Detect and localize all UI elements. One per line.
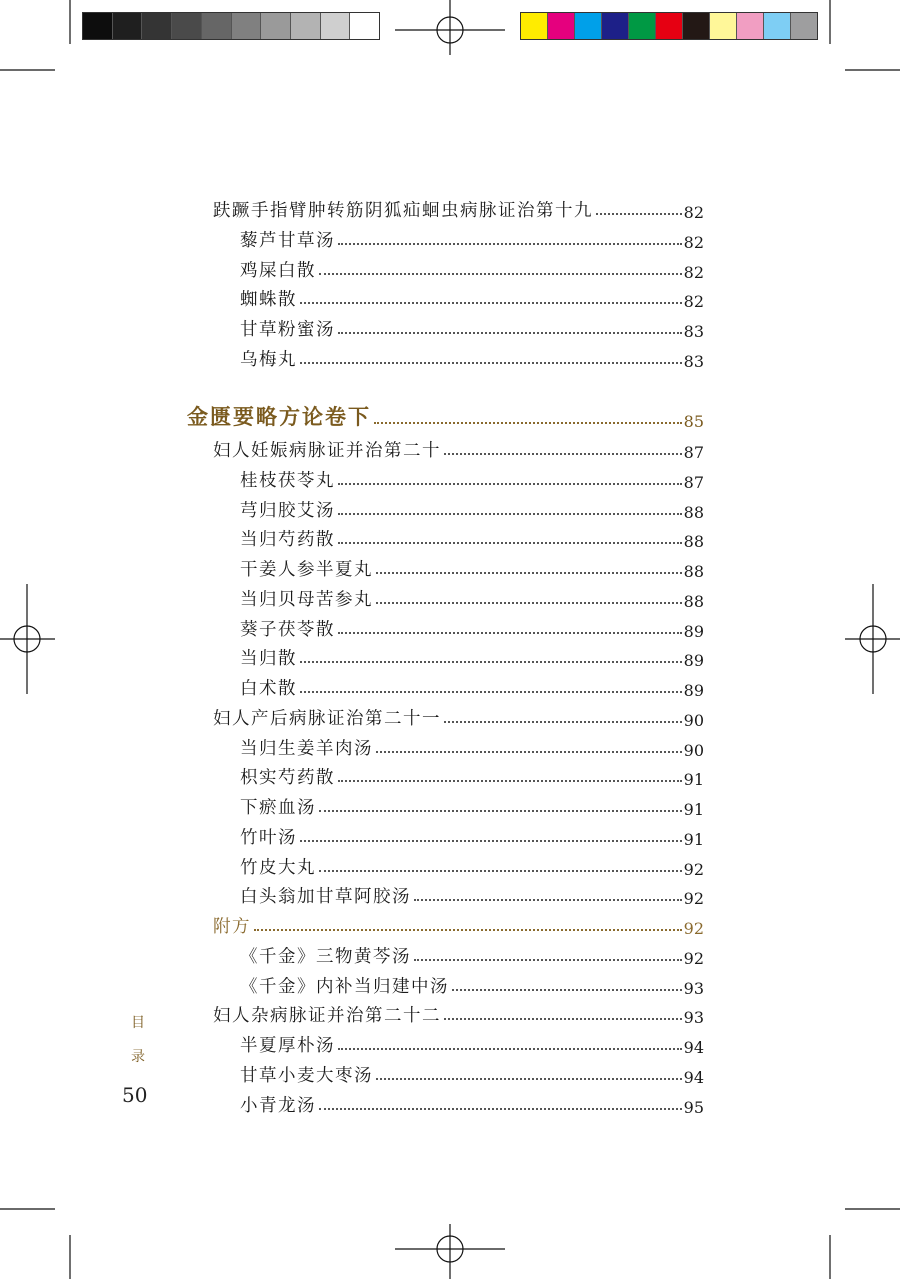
dot-leader <box>452 989 682 991</box>
toc-entry-title: 干姜人参半夏丸 <box>240 560 373 580</box>
toc-entry-title: 乌梅丸 <box>240 349 297 370</box>
toc-entry[interactable] <box>240 464 704 492</box>
toc-entry-page: 94 <box>683 1067 704 1087</box>
toc-entry[interactable] <box>213 999 704 1027</box>
toc-entry[interactable] <box>240 880 704 908</box>
dot-leader <box>444 721 682 723</box>
toc-entry-title: 趺蹶手指臂肿转筋阴狐疝蛔虫病脉证治第十九 <box>213 201 593 221</box>
toc-entry-title: 当归生姜羊肉汤 <box>240 738 373 759</box>
page-number: 50 <box>122 1083 148 1107</box>
dot-leader <box>338 332 682 334</box>
toc-entry[interactable] <box>213 434 704 462</box>
toc-entry-title: 竹叶汤 <box>240 827 297 848</box>
dot-leader <box>338 243 682 245</box>
dot-leader <box>376 1078 682 1080</box>
toc-entry-title: 甘草粉蜜汤 <box>240 320 335 340</box>
toc-entry-page: 91 <box>683 770 704 790</box>
toc-entry[interactable] <box>240 494 704 522</box>
toc-entry[interactable] <box>240 523 704 551</box>
dot-leader <box>319 810 682 812</box>
toc-entry-title: 甘草小麦大枣汤 <box>240 1065 373 1086</box>
dot-leader <box>376 602 682 604</box>
dot-leader <box>300 840 682 842</box>
toc-entry-title: 藜芦甘草汤 <box>240 230 335 251</box>
toc-entry-page: 83 <box>683 351 704 371</box>
dot-leader <box>254 929 682 931</box>
toc-entry-page: 88 <box>683 532 704 552</box>
toc-entry[interactable] <box>240 583 704 611</box>
toc-entry[interactable] <box>240 313 704 341</box>
toc-entry-title: 小青龙汤 <box>240 1095 316 1116</box>
toc-entry-page: 92 <box>683 919 704 938</box>
toc-entry-title: 桂枝茯苓丸 <box>240 470 335 491</box>
toc-entry-title: 竹皮大丸 <box>240 857 316 878</box>
dot-leader <box>338 483 682 485</box>
toc-entry[interactable] <box>240 821 704 849</box>
toc-entry-page: 91 <box>683 829 704 849</box>
side-label-lu: 录 <box>131 1049 145 1065</box>
toc-entry-page: 94 <box>683 1038 704 1057</box>
dot-leader <box>338 513 682 515</box>
dot-leader <box>374 422 682 424</box>
toc-entry-title: 妇人产后病脉证治第二十一 <box>213 708 441 729</box>
toc-entry[interactable] <box>240 791 704 819</box>
toc-entry-page: 87 <box>683 472 704 492</box>
toc-entry[interactable] <box>213 910 704 938</box>
toc-entry-page: 88 <box>683 502 704 522</box>
toc-entry-title: 芎归胶艾汤 <box>240 500 335 521</box>
dot-leader <box>338 1048 682 1050</box>
toc-entry-page: 93 <box>683 978 704 998</box>
toc-entry-title: 当归贝母苦参丸 <box>240 589 373 610</box>
dot-leader <box>319 273 682 275</box>
toc-entry-title: 半夏厚朴汤 <box>240 1036 335 1056</box>
toc-entry[interactable] <box>187 403 704 431</box>
toc-entry[interactable] <box>240 851 704 879</box>
dot-leader <box>444 453 682 455</box>
toc-entry[interactable] <box>240 732 704 760</box>
toc-entry-page: 89 <box>683 651 704 671</box>
toc-entry-title: 枳实芍药散 <box>240 768 335 789</box>
toc-entry[interactable] <box>213 194 704 222</box>
toc-entry-title: 附方 <box>213 917 251 937</box>
toc-entry-title: 白术散 <box>240 679 297 699</box>
dot-leader <box>414 959 682 961</box>
toc-entry[interactable] <box>240 1059 704 1087</box>
dot-leader <box>376 751 682 753</box>
toc-entry-page: 95 <box>683 1097 704 1117</box>
dot-leader <box>338 632 682 634</box>
toc-entry-title: 《千金》三物黄芩汤 <box>240 946 411 967</box>
side-label-mu: 目 <box>131 1015 145 1031</box>
toc-entry-page: 82 <box>683 203 704 222</box>
toc-entry[interactable] <box>240 672 704 700</box>
dot-leader <box>596 213 682 215</box>
toc-entry-title: 蜘蛛散 <box>240 290 297 311</box>
toc-entry-title: 当归芍药散 <box>240 530 335 551</box>
toc-entry-page: 92 <box>683 889 704 909</box>
toc-entry[interactable] <box>240 553 704 581</box>
toc-entry[interactable] <box>240 1089 704 1117</box>
toc-entry-page: 89 <box>683 621 704 641</box>
dot-leader <box>300 661 682 663</box>
toc-entry-page: 82 <box>683 292 704 312</box>
toc-entry[interactable] <box>240 224 704 252</box>
toc-entry-page: 93 <box>683 1008 704 1028</box>
toc-entry-page: 89 <box>683 681 704 700</box>
toc-entry-page: 91 <box>683 800 704 819</box>
toc-entry-title: 下瘀血汤 <box>240 798 316 818</box>
toc-entry[interactable] <box>240 283 704 311</box>
toc-entry-page: 90 <box>683 710 704 730</box>
toc-entry-page: 82 <box>683 232 704 252</box>
toc-entry[interactable] <box>240 1029 704 1057</box>
toc-entry-title: 当归散 <box>240 649 297 670</box>
toc-entry[interactable] <box>213 702 704 730</box>
dot-leader <box>300 362 682 364</box>
toc-entry-page: 82 <box>683 262 704 282</box>
dot-leader <box>376 572 682 574</box>
toc-entry[interactable] <box>240 343 704 371</box>
toc-entry[interactable] <box>240 940 704 968</box>
toc-entry-title: 《千金》内补当归建中汤 <box>240 976 449 997</box>
toc-entry-title: 鸡屎白散 <box>240 260 316 281</box>
toc-entry-page: 87 <box>683 443 704 462</box>
dot-leader <box>444 1018 682 1020</box>
toc-entry-title: 金匮要略方论卷下 <box>187 404 371 429</box>
toc-entry-page: 83 <box>683 322 704 341</box>
toc-entry-page: 92 <box>683 948 704 968</box>
toc-entry[interactable] <box>240 642 704 670</box>
toc-entry[interactable] <box>240 254 704 282</box>
toc-entry-title: 白头翁加甘草阿胶汤 <box>240 887 411 908</box>
toc-entry-page: 92 <box>683 859 704 879</box>
toc-entry-page: 90 <box>683 740 704 760</box>
toc-entry-page: 85 <box>683 412 704 431</box>
toc-entry-page: 88 <box>683 562 704 581</box>
toc-entry-title: 葵子茯苓散 <box>240 619 335 640</box>
toc-entry[interactable] <box>240 970 704 998</box>
toc-entry[interactable] <box>240 613 704 641</box>
dot-leader <box>338 780 682 782</box>
dot-leader <box>319 1108 682 1110</box>
toc-entry[interactable] <box>240 761 704 789</box>
dot-leader <box>300 302 682 304</box>
dot-leader <box>300 691 682 693</box>
dot-leader <box>338 542 682 544</box>
dot-leader <box>319 870 682 872</box>
toc-entry-title: 妇人妊娠病脉证并治第二十 <box>213 441 441 461</box>
toc-entry-page: 88 <box>683 591 704 611</box>
toc-entry-title: 妇人杂病脉证并治第二十二 <box>213 1006 441 1027</box>
dot-leader <box>414 899 682 901</box>
